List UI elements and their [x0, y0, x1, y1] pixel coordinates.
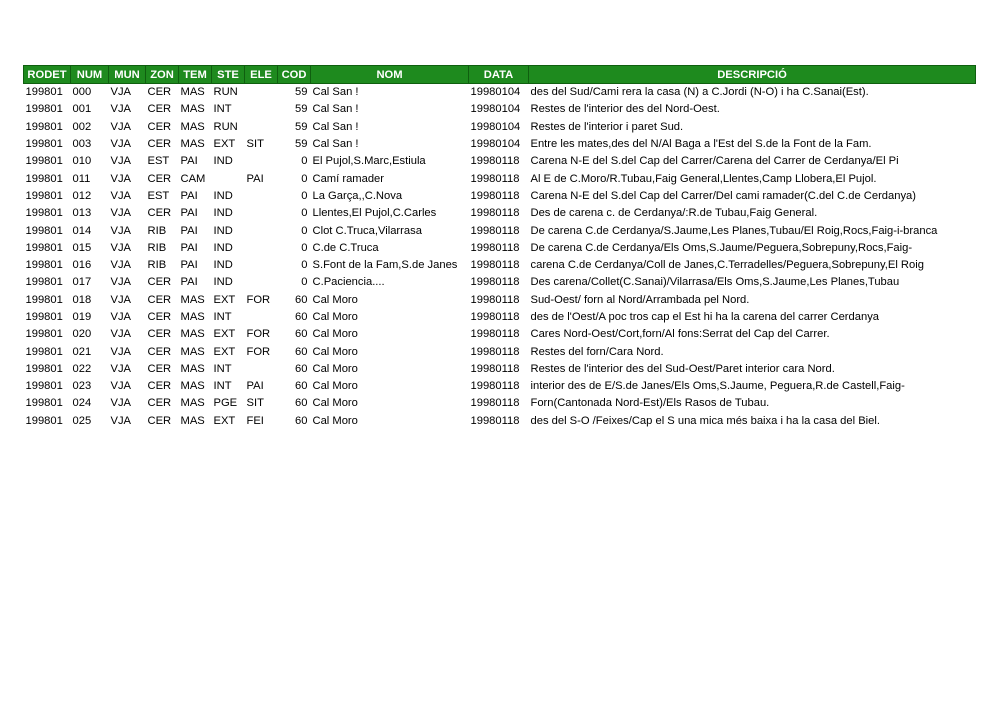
cell-tem: MAS — [180, 103, 205, 116]
cell-rodet: 199801 — [25, 311, 63, 323]
cell-ste: INT — [213, 362, 232, 375]
cell-tem: PAI — [180, 155, 198, 168]
cell-num: 024 — [72, 397, 92, 410]
cell-cod: 0 — [301, 276, 308, 289]
cell-nom: Cal Moro — [312, 345, 358, 358]
col-header-cod: COD — [278, 66, 311, 84]
cell-data: 19980118 — [470, 207, 520, 220]
cell-rodet: 199801 — [25, 380, 63, 393]
cell-mun: VJA — [110, 414, 132, 427]
col-header-tem: TEM — [179, 66, 212, 84]
cell-zon: CER — [147, 120, 172, 133]
cell-ste: RUN — [213, 120, 238, 133]
cell-ste: EXT — [213, 328, 236, 341]
cell-ele: SIT — [246, 397, 264, 410]
cell-ele: FOR — [246, 293, 271, 306]
cell-zon: CER — [147, 345, 172, 358]
cell-data: 19980118 — [470, 414, 520, 427]
cell-tem: MAS — [180, 414, 205, 427]
table-row — [24, 413, 976, 430]
cell-ele — [245, 274, 278, 291]
cell-tem: MAS — [180, 311, 205, 323]
cell-descripcio: Al E de C.Moro/R.Tubau,Faig General,Llentes,Camp Llobera,El Pujol. — [530, 172, 877, 185]
cell-zon: CER — [147, 276, 172, 289]
cell-mun: VJA — [110, 241, 132, 254]
table-row — [24, 326, 976, 343]
cell-tem: CAM — [180, 172, 206, 185]
cell-nom: Cal San ! — [312, 86, 359, 99]
cell-num: 025 — [72, 414, 92, 427]
cell-rodet: 199801 — [25, 293, 63, 306]
cell-num: 015 — [72, 241, 92, 254]
cell-mun: VJA — [110, 103, 132, 116]
cell-cod: 59 — [295, 103, 308, 116]
cell-ele — [245, 257, 278, 274]
cell-descripcio: Entre les mates,des del N/Al Baga a l'Est del S.de la Font de la Fam. — [530, 138, 872, 151]
table-row — [24, 136, 976, 153]
cell-tem: PAI — [180, 189, 198, 202]
cell-nom: Clot C.Truca,Vilarrasa — [312, 224, 422, 237]
cell-mun: VJA — [110, 155, 132, 168]
cell-nom: Cal Moro — [312, 380, 358, 393]
cell-tem: MAS — [180, 86, 205, 99]
cell-nom: Cal Moro — [312, 397, 358, 410]
cell-descripcio: Des de carena c. de Cerdanya/:R.de Tubau,Faig General. — [530, 207, 818, 220]
cell-num: 020 — [72, 328, 92, 341]
table-row — [24, 343, 976, 360]
header-row — [24, 66, 976, 84]
cell-mun: VJA — [110, 259, 132, 272]
col-header-nom: NOM — [311, 66, 469, 84]
cell-rodet: 199801 — [25, 103, 63, 116]
cell-zon: CER — [147, 311, 172, 323]
cell-zon: RIB — [147, 241, 167, 254]
cell-rodet: 199801 — [25, 345, 63, 358]
cell-nom: El Pujol,S.Marc,Estiula — [312, 155, 426, 168]
cell-ele: FOR — [246, 328, 271, 341]
cell-zon: CER — [147, 207, 172, 220]
cell-descripcio: Sud-Oest/ forn al Nord/Arrambada pel Nord. — [530, 293, 750, 306]
cell-tem: MAS — [180, 293, 205, 306]
cell-cod: 59 — [295, 138, 308, 151]
cell-ele — [245, 119, 278, 136]
cell-data: 19980118 — [470, 311, 520, 323]
records-table — [23, 65, 976, 430]
cell-rodet: 199801 — [25, 155, 63, 168]
cell-zon: CER — [147, 362, 172, 375]
cell-nom: La Garça,,C.Nova — [312, 189, 403, 202]
cell-mun: VJA — [110, 345, 132, 358]
table-row — [24, 222, 976, 239]
cell-data: 19980118 — [470, 276, 520, 289]
table-row — [24, 188, 976, 205]
cell-data: 19980118 — [470, 380, 520, 393]
table-row — [24, 240, 976, 257]
cell-ele — [245, 361, 278, 378]
cell-num: 013 — [72, 207, 92, 220]
cell-cod: 60 — [295, 380, 308, 393]
col-header-rodet: RODET — [24, 66, 71, 84]
cell-ste: IND — [213, 189, 233, 202]
cell-mun: VJA — [110, 276, 132, 289]
cell-cod: 59 — [295, 86, 308, 99]
cell-mun: VJA — [110, 380, 132, 393]
cell-rodet: 199801 — [25, 120, 63, 133]
cell-cod: 59 — [295, 120, 308, 133]
cell-descripcio: des de l'Oest/A poc tros cap el Est hi ha la carena del carrer Cerdanya — [530, 311, 880, 323]
cell-cod: 0 — [301, 259, 308, 272]
cell-num: 017 — [72, 276, 92, 289]
cell-cod: 60 — [295, 293, 308, 306]
cell-tem: PAI — [180, 241, 198, 254]
cell-num: 018 — [72, 293, 92, 306]
cell-ste: INT — [213, 380, 232, 393]
cell-mun: VJA — [110, 293, 132, 306]
cell-nom: S.Font de la Fam,S.de Janes — [312, 259, 458, 272]
cell-descripcio: Carena N-E del S.del Cap del Carrer/Del cami ramader(C.del C.de Cerdanya) — [530, 189, 917, 202]
cell-rodet: 199801 — [25, 172, 63, 185]
cell-cod: 60 — [295, 345, 308, 358]
cell-ste: IND — [213, 276, 233, 289]
cell-ele: FEI — [246, 414, 264, 427]
cell-descripcio: Restes de l'interior des del Sud-Oest/Paret interior cara Nord. — [530, 362, 835, 375]
cell-tem: MAS — [180, 397, 205, 410]
cell-ele — [245, 153, 278, 170]
cell-data: 19980118 — [470, 397, 520, 410]
cell-descripcio: Carena N-E del S.del Cap del Carrer/Carena del Carrer de Cerdanya/El Pi — [530, 155, 899, 168]
table-row — [24, 257, 976, 274]
cell-ele — [245, 101, 278, 118]
cell-nom: Cal Moro — [312, 328, 358, 341]
cell-descripcio: Forn(Cantonada Nord-Est)/Els Rasos de Tubau. — [530, 397, 770, 410]
table-row — [24, 361, 976, 378]
cell-zon: CER — [147, 414, 172, 427]
cell-zon: CER — [147, 86, 172, 99]
table-row — [24, 378, 976, 395]
cell-cod: 0 — [301, 207, 308, 220]
cell-zon: EST — [147, 155, 170, 168]
cell-data: 19980104 — [470, 86, 521, 99]
cell-rodet: 199801 — [25, 207, 63, 220]
cell-cod: 0 — [301, 189, 308, 202]
cell-rodet: 199801 — [25, 241, 63, 254]
cell-data: 19980118 — [470, 155, 520, 168]
col-header-mun: MUN — [109, 66, 146, 84]
cell-data: 19980104 — [470, 120, 521, 133]
cell-data: 19980118 — [470, 189, 520, 202]
cell-mun: VJA — [110, 397, 132, 410]
table-row — [24, 309, 976, 326]
cell-ste: IND — [213, 224, 233, 237]
cell-zon: CER — [147, 397, 172, 410]
cell-tem: MAS — [180, 380, 205, 393]
table-row — [24, 395, 976, 412]
cell-num: 001 — [72, 103, 92, 116]
cell-mun: VJA — [110, 172, 132, 185]
cell-num: 003 — [72, 138, 92, 151]
cell-data: 19980118 — [470, 293, 520, 306]
cell-rodet: 199801 — [25, 328, 63, 341]
cell-zon: CER — [147, 172, 172, 185]
cell-tem: MAS — [180, 120, 205, 133]
cell-cod: 0 — [301, 155, 308, 168]
cell-nom: Cal Moro — [312, 362, 358, 375]
cell-zon: EST — [147, 189, 170, 202]
cell-zon: CER — [147, 103, 172, 116]
cell-descripcio: De carena C.de Cerdanya/S.Jaume,Les Planes,Tubau/El Roig,Rocs,Faig-i-branca — [530, 224, 938, 237]
cell-descripcio: des del S-O /Feixes/Cap el S una mica més baixa i ha la casa del Biel. — [530, 414, 880, 427]
cell-cod: 60 — [295, 311, 308, 323]
cell-data: 19980104 — [470, 138, 521, 151]
cell-ste — [212, 170, 245, 187]
table-body — [24, 84, 976, 430]
col-header-zon: ZON — [146, 66, 179, 84]
cell-zon: CER — [147, 138, 172, 151]
cell-mun: VJA — [110, 86, 132, 99]
cell-ste: EXT — [213, 345, 236, 358]
table-row — [24, 205, 976, 222]
cell-ste: IND — [213, 259, 233, 272]
cell-descripcio: Des carena/Collet(C.Sanai)/Vilarrasa/Els Oms,S.Jaume,Les Planes,Tubau — [530, 276, 900, 289]
cell-ste: EXT — [213, 138, 236, 151]
cell-ele — [245, 240, 278, 257]
cell-zon: RIB — [147, 224, 167, 237]
cell-ele — [245, 222, 278, 239]
cell-data: 19980118 — [470, 345, 520, 358]
cell-nom: Cal Moro — [312, 311, 358, 323]
table-row — [24, 119, 976, 136]
cell-rodet: 199801 — [25, 224, 63, 237]
table-row — [24, 170, 976, 187]
cell-mun: VJA — [110, 328, 132, 341]
cell-ste: EXT — [213, 414, 236, 427]
cell-cod: 60 — [295, 362, 308, 375]
cell-ele — [245, 309, 278, 326]
cell-tem: PAI — [180, 259, 198, 272]
cell-zon: CER — [147, 293, 172, 306]
cell-ste: IND — [213, 155, 233, 168]
cell-num: 019 — [72, 311, 92, 323]
cell-data: 19980118 — [470, 172, 520, 185]
cell-num: 016 — [72, 259, 92, 272]
cell-ele — [245, 205, 278, 222]
cell-nom: Cal San ! — [312, 103, 359, 116]
table-row — [24, 274, 976, 291]
cell-zon: CER — [147, 328, 172, 341]
cell-data: 19980118 — [470, 241, 520, 254]
cell-zon: RIB — [147, 259, 167, 272]
table-row — [24, 101, 976, 118]
cell-nom: Cal Moro — [312, 414, 358, 427]
cell-num: 022 — [72, 362, 92, 375]
table-row — [24, 84, 976, 102]
cell-num: 012 — [72, 189, 92, 202]
cell-cod: 60 — [295, 328, 308, 341]
cell-num: 011 — [72, 172, 91, 185]
cell-ele: FOR — [246, 345, 271, 358]
cell-nom: Cal San ! — [312, 138, 359, 151]
cell-data: 19980118 — [470, 259, 520, 272]
cell-ele — [245, 84, 278, 102]
cell-rodet: 199801 — [25, 189, 63, 202]
cell-mun: VJA — [110, 120, 132, 133]
cell-cod: 60 — [295, 414, 308, 427]
cell-mun: VJA — [110, 189, 132, 202]
cell-num: 021 — [72, 345, 92, 358]
cell-ele — [245, 188, 278, 205]
col-header-descripcio: DESCRIPCIÓ — [529, 66, 976, 84]
cell-descripcio: carena C.de Cerdanya/Coll de Janes,C.Terradelles/Peguera,Sobrepuny,El Roig — [530, 259, 924, 272]
cell-cod: 0 — [301, 224, 308, 237]
table-row — [24, 153, 976, 170]
cell-nom: Camí ramader — [312, 172, 384, 185]
cell-ste: IND — [213, 207, 233, 220]
cell-ele: PAI — [246, 172, 264, 185]
cell-rodet: 199801 — [25, 259, 63, 272]
cell-nom: C.de C.Truca — [312, 241, 379, 254]
cell-ele: PAI — [246, 380, 264, 393]
cell-descripcio: Restes de l'interior des del Nord-Oest. — [530, 103, 720, 116]
cell-num: 014 — [72, 224, 92, 237]
cell-tem: PAI — [180, 276, 198, 289]
cell-data: 19980118 — [470, 328, 520, 341]
cell-tem: PAI — [180, 207, 198, 220]
cell-rodet: 199801 — [25, 362, 63, 375]
cell-ste: EXT — [213, 293, 236, 306]
cell-tem: MAS — [180, 362, 205, 375]
cell-ste: INT — [213, 103, 232, 116]
col-header-num: NUM — [71, 66, 109, 84]
cell-tem: MAS — [180, 328, 205, 341]
table-row — [24, 292, 976, 309]
cell-tem: PAI — [180, 224, 198, 237]
cell-descripcio: des del Sud/Cami rera la casa (N) a C.Jordi (N-O) i ha C.Sanai(Est). — [530, 86, 869, 99]
cell-ste: IND — [213, 241, 233, 254]
cell-descripcio: interior des de E/S.de Janes/Els Oms,S.Jaume, Peguera,R.de Castell,Faig- — [530, 380, 905, 393]
cell-mun: VJA — [110, 207, 132, 220]
cell-nom: Llentes,El Pujol,C.Carles — [312, 207, 437, 220]
cell-zon: CER — [147, 380, 172, 393]
cell-mun: VJA — [110, 311, 132, 323]
col-header-ste: STE — [212, 66, 245, 84]
cell-ste: RUN — [213, 86, 238, 99]
cell-nom: Cal Moro — [312, 293, 358, 306]
cell-descripcio: Restes de l'interior i paret Sud. — [530, 120, 684, 133]
cell-data: 19980118 — [470, 224, 520, 237]
cell-nom: Cal San ! — [312, 120, 359, 133]
cell-ste: INT — [213, 311, 232, 323]
cell-rodet: 199801 — [25, 397, 63, 410]
cell-num: 000 — [72, 86, 92, 99]
cell-mun: VJA — [110, 138, 132, 151]
cell-ste: PGE — [213, 397, 238, 410]
cell-ele: SIT — [246, 138, 264, 151]
cell-cod: 0 — [301, 241, 308, 254]
cell-cod: 60 — [295, 397, 308, 410]
cell-num: 010 — [72, 155, 92, 168]
cell-tem: MAS — [180, 138, 205, 151]
col-header-ele: ELE — [245, 66, 278, 84]
cell-data: 19980118 — [470, 362, 520, 375]
cell-num: 002 — [72, 120, 92, 133]
cell-descripcio: Restes del forn/Cara Nord. — [530, 345, 664, 358]
cell-mun: VJA — [110, 224, 132, 237]
cell-nom: C.Paciencia.... — [312, 276, 385, 289]
cell-mun: VJA — [110, 362, 132, 375]
cell-tem: MAS — [180, 345, 205, 358]
col-header-data: DATA — [469, 66, 529, 84]
cell-rodet: 199801 — [25, 414, 63, 427]
cell-rodet: 199801 — [25, 86, 63, 99]
cell-rodet: 199801 — [25, 138, 63, 151]
cell-descripcio: De carena C.de Cerdanya/Els Oms,S.Jaume/Peguera,Sobrepuny,Rocs,Faig- — [530, 241, 913, 254]
cell-rodet: 199801 — [25, 276, 63, 289]
cell-num: 023 — [72, 380, 92, 393]
cell-cod: 0 — [301, 172, 308, 185]
cell-descripcio: Cares Nord-Oest/Cort,forn/Al fons:Serrat del Cap del Carrer. — [530, 328, 830, 341]
cell-data: 19980104 — [470, 103, 521, 116]
